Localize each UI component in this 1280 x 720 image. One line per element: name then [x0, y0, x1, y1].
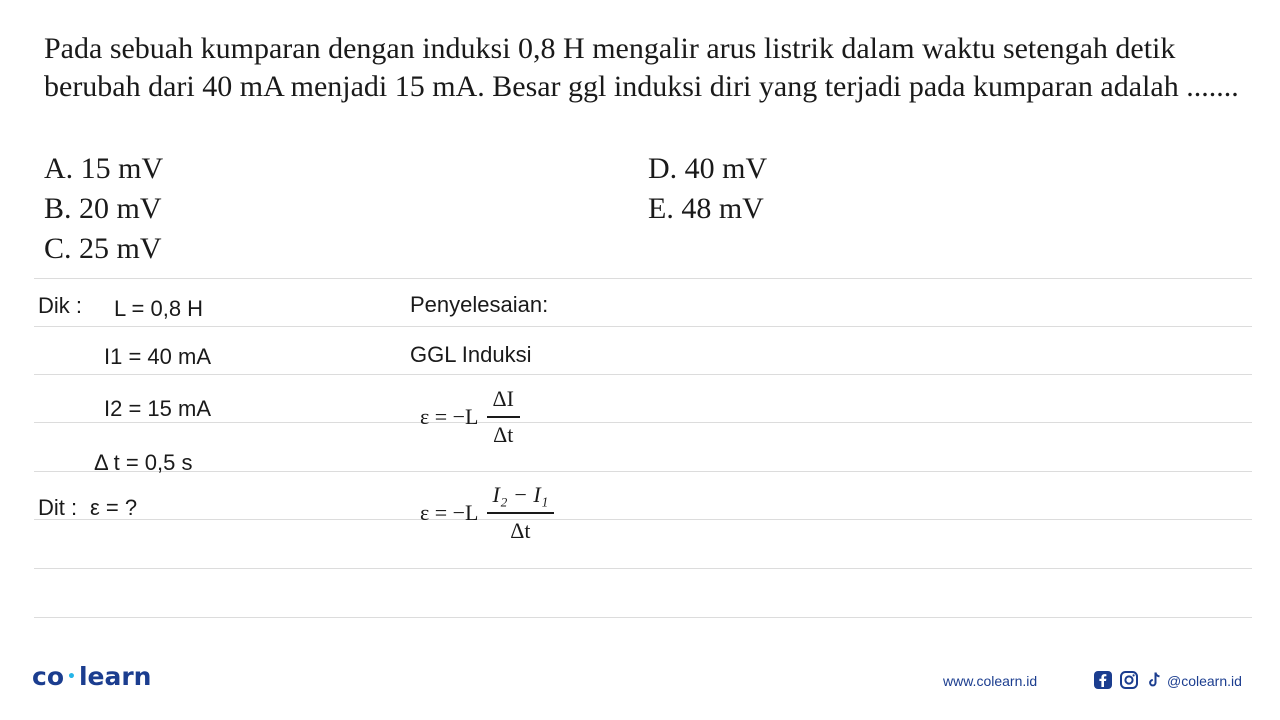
- dik-label: Dik :: [38, 293, 82, 318]
- option-c: C. 25 mV: [44, 232, 162, 265]
- option-e: E. 48 mV: [648, 192, 764, 225]
- logo-dot: •: [67, 669, 76, 685]
- penyelesaian-label: Penyelesaian:: [410, 292, 549, 317]
- divider: [34, 617, 1252, 618]
- known-inductance: L = 0,8 H: [114, 296, 204, 321]
- divider: [34, 374, 1252, 375]
- known-time: Δ t = 0,5 s: [94, 450, 193, 475]
- formula-emf-expanded: [420, 482, 554, 544]
- formula-emf-denominator: Δt: [493, 422, 514, 447]
- option-a: A. 15 mV: [44, 152, 164, 185]
- divider: [34, 422, 1252, 423]
- divider: [34, 568, 1252, 569]
- social-handle[interactable]: @colearn.id: [1167, 673, 1242, 689]
- website-link[interactable]: www.colearn.id: [943, 673, 1038, 689]
- asked-emf: ε = ?: [90, 495, 138, 520]
- colearn-logo: [32, 662, 151, 691]
- known-current-2: I2 = 15 mA: [104, 396, 212, 421]
- dit-label: Dit :: [38, 495, 78, 520]
- formula-emf: [420, 386, 520, 448]
- formula-emf-expanded-denominator: Δt: [510, 518, 531, 543]
- divider: [34, 278, 1252, 279]
- ggl-heading: GGL Induksi: [410, 342, 532, 367]
- known-current-1: I1 = 40 mA: [104, 344, 212, 369]
- logo-text-co: co: [32, 662, 64, 691]
- divider: [34, 519, 1252, 520]
- facebook-icon[interactable]: [1093, 670, 1113, 690]
- option-d: D. 40 mV: [648, 152, 768, 185]
- formula-emf-expanded-lhs: ε = −L: [420, 500, 479, 525]
- logo-text-learn: learn: [78, 662, 152, 691]
- option-b: B. 20 mV: [44, 192, 162, 225]
- formula-emf-numerator: ΔI: [487, 386, 520, 418]
- instagram-icon[interactable]: [1119, 670, 1139, 690]
- formula-emf-expanded-numerator: I₂ − I₁: [487, 482, 555, 514]
- tiktok-icon[interactable]: [1145, 670, 1165, 690]
- divider: [34, 326, 1252, 327]
- formula-emf-lhs: ε = −L: [420, 404, 479, 429]
- divider: [34, 471, 1252, 472]
- question-text: Pada sebuah kumparan dengan induksi 0,8 H mengalir arus listrik dalam waktu setengah detik berubah dari 40 mA menjadi 15 mA. Besar ggl induksi diri yang terjadi pada kumparan adalah .......: [44, 32, 1239, 103]
